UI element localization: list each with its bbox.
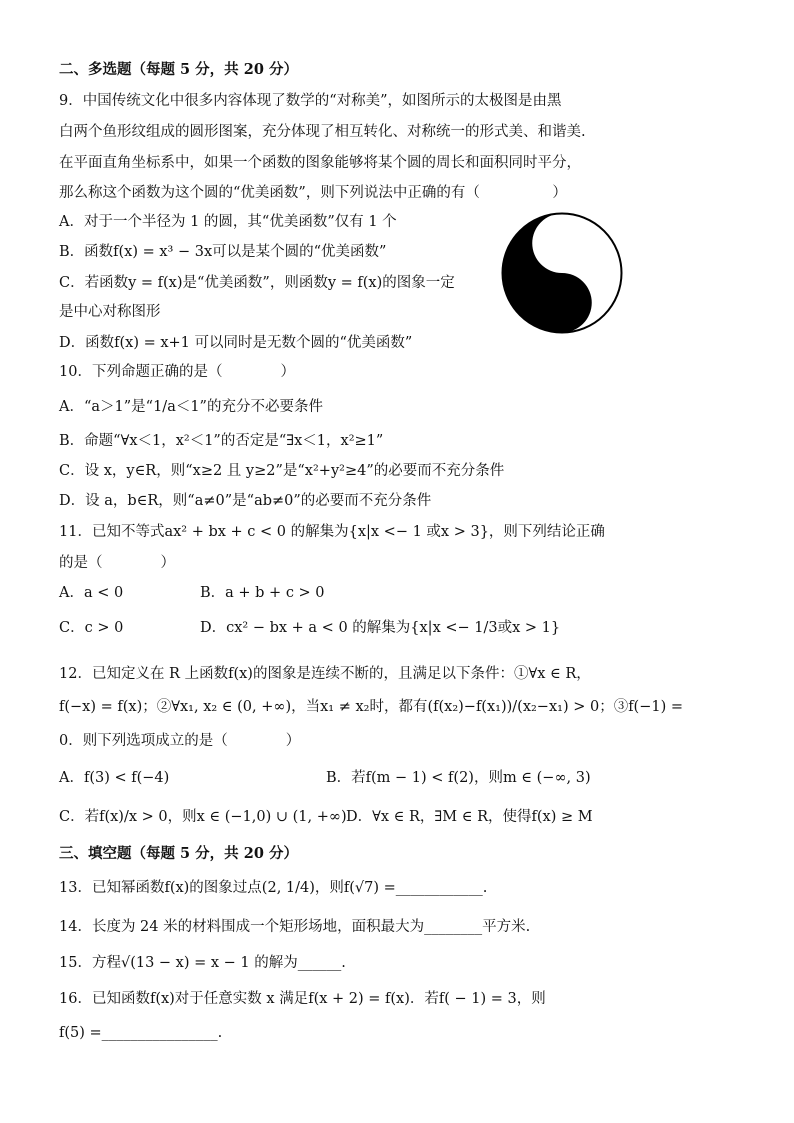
q9-option-b: B．函数f(x) = x³ − 3x可以是某个圆的“优美函数” <box>59 244 387 260</box>
q12-option-c: C．若f(x)/x > 0，则x ∈ (−1,0) ∪ (1, +∞) <box>59 809 347 825</box>
q15: 15．方程√(13 − x) = x − 1 的解为______. <box>59 955 346 971</box>
section3-title: 三、填空题（每题 5 分，共 20 分） <box>59 845 298 862</box>
q9-line1: 9．中国传统文化中很多内容体现了数学的“对称美”，如图所示的太极图是由黑 <box>59 93 562 109</box>
q10-option-d: D．设 a，b∈R，则“a≠0”是“ab≠0”的必要而不充分条件 <box>59 493 432 509</box>
q12-line1: 12．已知定义在 R 上函数f(x)的图象是连续不断的，且满足以下条件：①∀x ∈ R， <box>59 666 591 682</box>
q10-option-c: C．设 x，y∈R，则“x≥2 且 y≥2”是“x²+y²≥4”的必要而不充分条件 <box>59 463 505 479</box>
q12-option-a: A．f(3) < f(−4) <box>59 770 170 786</box>
q11-option-a: A．a < 0 <box>59 585 124 601</box>
q11-option-b: B．a + b + c > 0 <box>200 585 325 601</box>
q12-option-d: D．∀x ∈ R，∃M ∈ R，使得f(x) ≥ M <box>346 809 593 825</box>
q9-line4: 那么称这个函数为这个圆的“优美函数”，则下列说法中正确的有（ ） <box>59 185 567 201</box>
q11-option-c: C．c > 0 <box>59 620 124 636</box>
q9-option-d: D．函数f(x) = x+1 可以同时是无数个圆的“优美函数” <box>59 335 413 351</box>
q11-line1: 11．已知不等式ax² + bx + c < 0 的解集为{x|x <− 1 或x > 3}，则下列结论正确 <box>59 524 605 540</box>
q11-option-d: D．cx² − bx + a < 0 的解集为{x|x <− 1/3或x > 1} <box>200 620 561 636</box>
q12-line3: 0．则下列选项成立的是（ ） <box>59 733 301 749</box>
q9-option-c-line2: 是中心对称图形 <box>59 304 161 320</box>
section2-title: 二、多选题（每题 5 分，共 20 分） <box>59 61 298 78</box>
q12-line2: f(−x) = f(x)；②∀x₁, x₂ ∈ (0, +∞)，当x₁ ≠ x₂时，都有(f(x₂)−f(x₁))/(x₂−x₁) > 0；③f(−1) = <box>59 699 684 715</box>
q11-line2: 的是（ ） <box>59 555 175 571</box>
q9-option-a: A．对于一个半径为 1 的圆，其“优美函数”仅有 1 个 <box>59 214 397 230</box>
q12-option-b: B．若f(m − 1) < f(2)，则m ∈ (−∞, 3) <box>326 770 591 786</box>
taiji-icon <box>501 212 623 334</box>
q13: 13．已知幂函数f(x)的图象过点(2, 1/4)，则f(√7) =____________. <box>59 880 488 896</box>
q16-line1: 16．已知函数f(x)对于任意实数 x 满足f(x + 2) = f(x)．若f( − 1) = 3，则 <box>59 991 546 1007</box>
q16-line2: f(5) =________________. <box>59 1025 223 1041</box>
q9-line3: 在平面直角坐标系中，如果一个函数的图象能够将某个圆的周长和面积同时平分， <box>59 155 581 171</box>
q10-option-a: A．“a＞1”是“1/a＜1”的充分不必要条件 <box>59 399 323 415</box>
q10-option-b: B．命题“∀x＜1，x²＜1”的否定是“∃x＜1，x²≥1” <box>59 433 384 449</box>
q9-line2: 白两个鱼形纹组成的圆形图案，充分体现了相互转化、对称统一的形式美、和谐美. <box>59 124 586 140</box>
q9-option-c-line1: C．若函数y = f(x)是“优美函数”，则函数y = f(x)的图象一定 <box>59 275 455 291</box>
q14: 14．长度为 24 米的材料围成一个矩形场地，面积最大为________平方米. <box>59 919 531 935</box>
q10-stem: 10．下列命题正确的是（ ） <box>59 364 295 380</box>
